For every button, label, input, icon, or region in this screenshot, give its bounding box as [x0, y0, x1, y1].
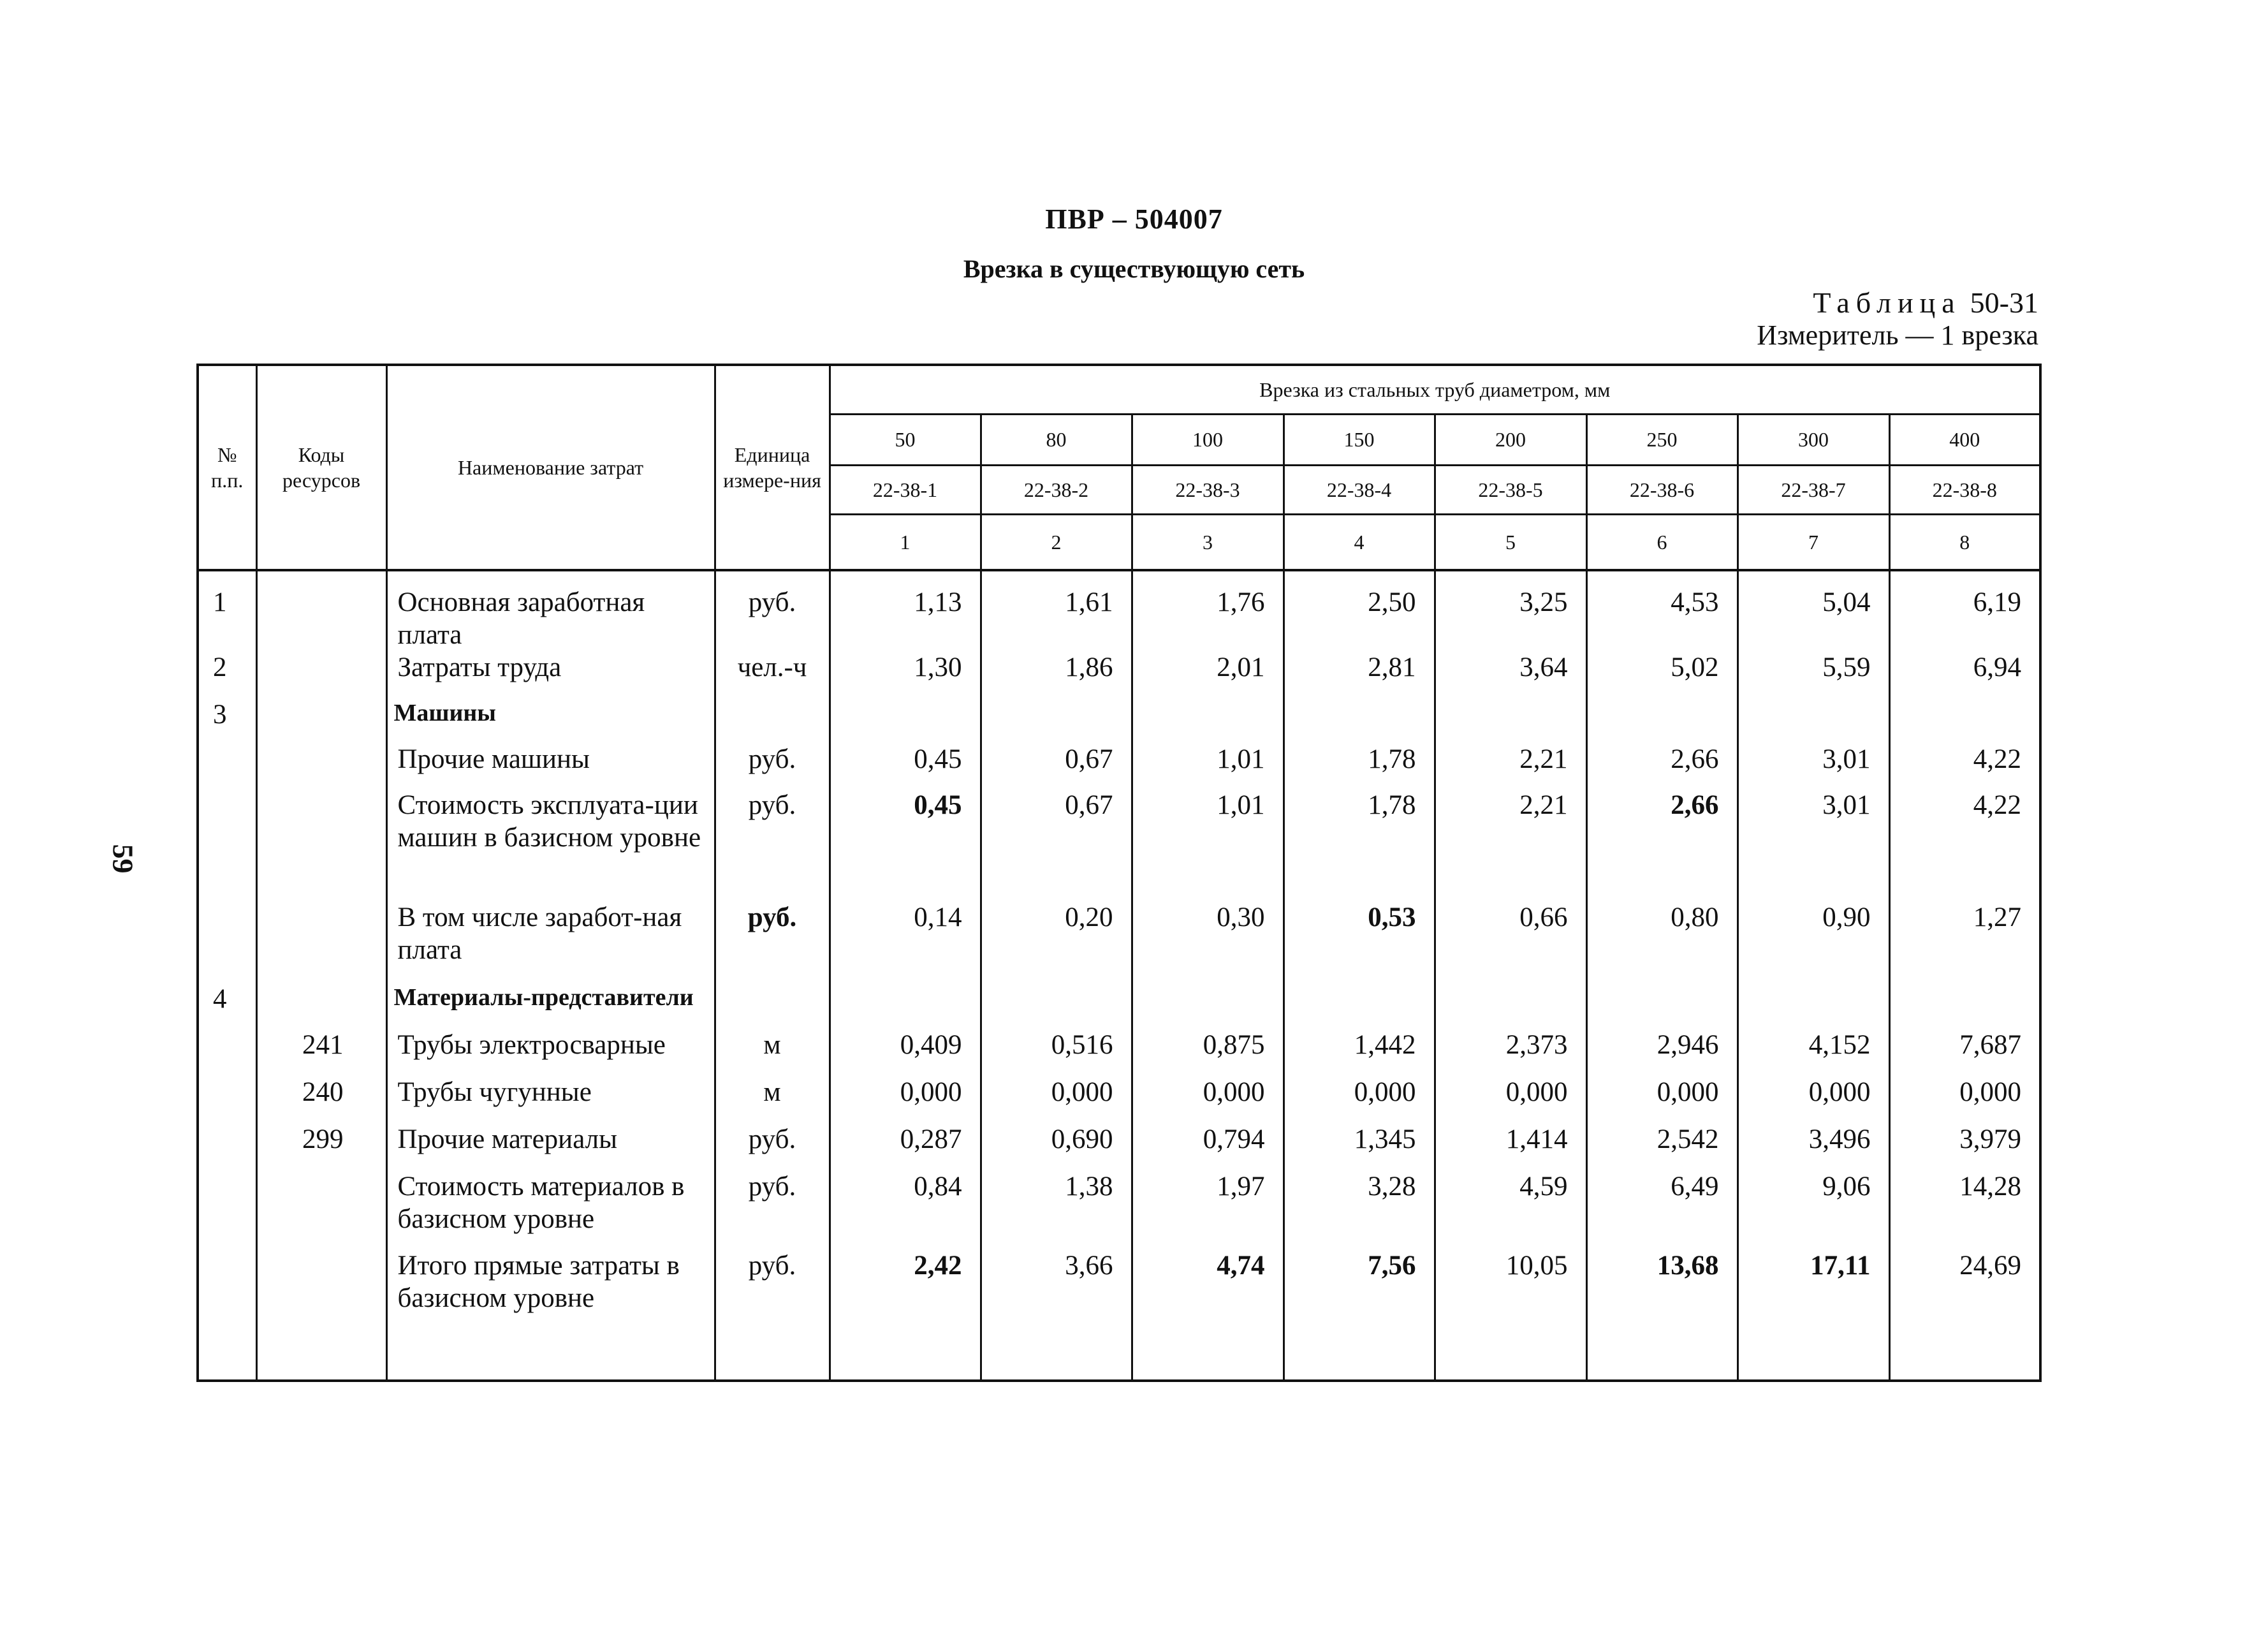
value-cell: 0,67 [981, 790, 1132, 902]
value-cell: 3,66 [981, 1250, 1132, 1364]
value-cell: 6,19 [1889, 570, 2040, 651]
value-cell: 5,59 [1738, 652, 1889, 699]
resource-code: 241 [256, 1029, 386, 1077]
header-index: 4 [1284, 515, 1435, 571]
document-title: Врезка в существующую сеть [963, 254, 1305, 283]
value-cell: 3,979 [1889, 1124, 2040, 1171]
value-cell [1586, 983, 1738, 1029]
value-cell: 0,45 [830, 790, 981, 902]
value-cell: 4,59 [1435, 1171, 1586, 1250]
value-cell: 1,78 [1284, 790, 1435, 902]
resource-code: 240 [256, 1077, 386, 1124]
value-cell [1889, 699, 2040, 744]
value-cell: 1,86 [981, 652, 1132, 699]
header-rate-code: 22-38-6 [1586, 465, 1738, 515]
resource-code [256, 983, 386, 1029]
value-cell: 0,000 [1586, 1077, 1738, 1124]
filler-cell [198, 1364, 256, 1381]
value-cell: 9,06 [1738, 1171, 1889, 1250]
row-number [198, 902, 256, 983]
value-cell: 1,38 [981, 1171, 1132, 1250]
value-cell: 0,30 [1132, 902, 1284, 983]
value-cell: 0,90 [1738, 902, 1889, 983]
value-cell: 2,66 [1586, 744, 1738, 790]
table-filler-row [198, 1364, 2040, 1381]
document-code: ПВР – 504007 [1045, 203, 1223, 235]
header-diameter: 150 [1284, 415, 1435, 466]
value-cell: 1,27 [1889, 902, 2040, 983]
header-codes: Коды ресурсов [256, 365, 386, 570]
row-number: 3 [198, 699, 256, 744]
value-cell: 2,66 [1586, 790, 1738, 902]
value-cell: 1,61 [981, 570, 1132, 651]
value-cell: 1,30 [830, 652, 981, 699]
resource-code [256, 570, 386, 651]
filler-cell [1586, 1364, 1738, 1381]
header-diameter: 80 [981, 415, 1132, 466]
value-cell: 4,152 [1738, 1029, 1889, 1077]
value-cell: 0,67 [981, 744, 1132, 790]
value-cell: 0,000 [1284, 1077, 1435, 1124]
header-diameter: 200 [1435, 415, 1586, 466]
value-cell: 4,53 [1586, 570, 1738, 651]
value-cell: 4,22 [1889, 744, 2040, 790]
page-number: 59 [106, 844, 140, 874]
value-cell [1435, 983, 1586, 1029]
table-label-word: Таблица [1813, 286, 1961, 319]
table-row [198, 983, 2040, 1029]
header-name: Наименование затрат [386, 365, 715, 570]
value-cell [830, 699, 981, 744]
header-diameter: 300 [1738, 415, 1889, 466]
row-number [198, 744, 256, 790]
value-cell: 2,21 [1435, 790, 1586, 902]
filler-cell [830, 1364, 981, 1381]
table-label [1813, 286, 2038, 320]
value-cell: 0,000 [1738, 1077, 1889, 1124]
value-cell: 1,01 [1132, 790, 1284, 902]
value-cell [1738, 699, 1889, 744]
cost-name: Стоимость эксплуата-ции машин в базисном уровне [386, 790, 715, 902]
filler-cell [715, 1364, 830, 1381]
value-cell: 1,78 [1284, 744, 1435, 790]
table-row [198, 790, 2040, 902]
unit-cell: чел.-ч [715, 652, 830, 699]
value-cell: 2,50 [1284, 570, 1435, 651]
row-number: 4 [198, 983, 256, 1029]
header-rate-code: 22-38-3 [1132, 465, 1284, 515]
value-cell: 0,80 [1586, 902, 1738, 983]
unit-cell: руб. [715, 1124, 830, 1171]
unit-cell: руб. [715, 570, 830, 651]
table-row [198, 902, 2040, 983]
row-number: 1 [198, 570, 256, 651]
value-cell: 6,49 [1586, 1171, 1738, 1250]
value-cell: 2,81 [1284, 652, 1435, 699]
header-index: 5 [1435, 515, 1586, 571]
table-row [198, 1171, 2040, 1250]
value-cell: 2,42 [830, 1250, 981, 1364]
cost-name: Затраты труда [386, 652, 715, 699]
filler-cell [1738, 1364, 1889, 1381]
header-rate-code: 22-38-1 [830, 465, 981, 515]
value-cell [1889, 983, 2040, 1029]
value-cell: 4,22 [1889, 790, 2040, 902]
value-cell: 0,287 [830, 1124, 981, 1171]
header-diameter: 100 [1132, 415, 1284, 466]
unit-cell: руб. [715, 1171, 830, 1250]
resource-code [256, 1171, 386, 1250]
value-cell: 1,345 [1284, 1124, 1435, 1171]
row-number [198, 1250, 256, 1364]
value-cell: 7,687 [1889, 1029, 2040, 1077]
row-number [198, 1077, 256, 1124]
value-cell: 2,01 [1132, 652, 1284, 699]
unit-cell: руб. [715, 790, 830, 902]
unit-cell: руб. [715, 1250, 830, 1364]
value-cell [1284, 699, 1435, 744]
value-cell: 0,84 [830, 1171, 981, 1250]
value-cell: 1,97 [1132, 1171, 1284, 1250]
value-cell [981, 983, 1132, 1029]
value-cell: 3,01 [1738, 790, 1889, 902]
value-cell: 1,76 [1132, 570, 1284, 651]
table-body [198, 570, 2040, 1381]
value-cell: 0,000 [981, 1077, 1132, 1124]
value-cell: 2,373 [1435, 1029, 1586, 1077]
cost-name: Трубы чугунные [386, 1077, 715, 1124]
unit-cell: м [715, 1029, 830, 1077]
table-row [198, 652, 2040, 699]
value-cell: 0,000 [1435, 1077, 1586, 1124]
value-cell: 2,21 [1435, 744, 1586, 790]
value-cell: 0,409 [830, 1029, 981, 1077]
value-cell: 0,690 [981, 1124, 1132, 1171]
value-cell: 1,414 [1435, 1124, 1586, 1171]
header-index: 6 [1586, 515, 1738, 571]
unit-cell: м [715, 1077, 830, 1124]
table-label-number: 50-31 [1970, 286, 2038, 319]
section-heading: Материалы-представители [386, 983, 715, 1029]
filler-cell [1889, 1364, 2040, 1381]
cost-table [196, 364, 2042, 1382]
value-cell: 0,875 [1132, 1029, 1284, 1077]
value-cell: 3,64 [1435, 652, 1586, 699]
value-cell: 0,53 [1284, 902, 1435, 983]
value-cell: 3,25 [1435, 570, 1586, 651]
value-cell: 13,68 [1586, 1250, 1738, 1364]
header-diameter: 50 [830, 415, 981, 466]
filler-cell [1435, 1364, 1586, 1381]
resource-code [256, 902, 386, 983]
header-num: № п.п. [198, 365, 256, 570]
resource-code [256, 1250, 386, 1364]
cost-name: Стоимость материалов в базисном уровне [386, 1171, 715, 1250]
row-number [198, 790, 256, 902]
value-cell [981, 699, 1132, 744]
header-index: 1 [830, 515, 981, 571]
value-cell: 1,13 [830, 570, 981, 651]
value-cell: 3,01 [1738, 744, 1889, 790]
unit-cell [715, 699, 830, 744]
filler-cell [1132, 1364, 1284, 1381]
value-cell [1284, 983, 1435, 1029]
header-group: Врезка из стальных труб диаметром, мм [830, 365, 2040, 415]
resource-code [256, 652, 386, 699]
unit-cell [715, 983, 830, 1029]
header-rate-code: 22-38-8 [1889, 465, 2040, 515]
resource-code [256, 744, 386, 790]
value-cell: 0,000 [1132, 1077, 1284, 1124]
cost-name: Трубы электросварные [386, 1029, 715, 1077]
filler-cell [386, 1364, 715, 1381]
value-cell: 24,69 [1889, 1250, 2040, 1364]
row-number: 2 [198, 652, 256, 699]
unit-cell: руб. [715, 744, 830, 790]
value-cell [1132, 983, 1284, 1029]
value-cell: 0,45 [830, 744, 981, 790]
value-cell: 1,442 [1284, 1029, 1435, 1077]
row-number [198, 1124, 256, 1171]
value-cell: 17,11 [1738, 1250, 1889, 1364]
resource-code: 299 [256, 1124, 386, 1171]
cost-name: Прочие машины [386, 744, 715, 790]
value-cell [1738, 983, 1889, 1029]
table-row [198, 744, 2040, 790]
table-row [198, 1029, 2040, 1077]
value-cell: 6,94 [1889, 652, 2040, 699]
value-cell: 0,000 [1889, 1077, 2040, 1124]
unit-cell: руб. [715, 902, 830, 983]
table-row [198, 1250, 2040, 1364]
value-cell: 2,542 [1586, 1124, 1738, 1171]
header-rate-code: 22-38-7 [1738, 465, 1889, 515]
value-cell: 0,66 [1435, 902, 1586, 983]
cost-name: В том числе заработ-ная плата [386, 902, 715, 983]
value-cell [1435, 699, 1586, 744]
value-cell: 3,28 [1284, 1171, 1435, 1250]
table-row [198, 1124, 2040, 1171]
value-cell: 7,56 [1284, 1250, 1435, 1364]
resource-code [256, 699, 386, 744]
header-index: 7 [1738, 515, 1889, 571]
value-cell: 0,000 [830, 1077, 981, 1124]
value-cell: 5,04 [1738, 570, 1889, 651]
value-cell: 0,516 [981, 1029, 1132, 1077]
resource-code [256, 790, 386, 902]
filler-cell [1284, 1364, 1435, 1381]
cost-name: Прочие материалы [386, 1124, 715, 1171]
value-cell: 2,946 [1586, 1029, 1738, 1077]
header-rate-code: 22-38-4 [1284, 465, 1435, 515]
value-cell: 0,20 [981, 902, 1132, 983]
header-index: 3 [1132, 515, 1284, 571]
filler-cell [256, 1364, 386, 1381]
row-number [198, 1029, 256, 1077]
value-cell: 14,28 [1889, 1171, 2040, 1250]
table-row [198, 1077, 2040, 1124]
table-header [198, 365, 2040, 570]
header-index: 8 [1889, 515, 2040, 571]
row-number [198, 1171, 256, 1250]
value-cell: 10,05 [1435, 1250, 1586, 1364]
cost-name: Основная заработная плата [386, 570, 715, 651]
value-cell [1132, 699, 1284, 744]
header-rate-code: 22-38-5 [1435, 465, 1586, 515]
value-cell: 3,496 [1738, 1124, 1889, 1171]
table-measure: Измеритель — 1 врезка [1757, 320, 2038, 351]
table-row [198, 699, 2040, 744]
filler-cell [981, 1364, 1132, 1381]
value-cell: 0,794 [1132, 1124, 1284, 1171]
header-unit: Единица измере-ния [715, 365, 830, 570]
value-cell: 4,74 [1132, 1250, 1284, 1364]
value-cell: 1,01 [1132, 744, 1284, 790]
value-cell [1586, 699, 1738, 744]
header-diameter: 400 [1889, 415, 2040, 466]
header-diameter: 250 [1586, 415, 1738, 466]
value-cell [830, 983, 981, 1029]
header-rate-code: 22-38-2 [981, 465, 1132, 515]
cost-name: Итого прямые затраты в базисном уровне [386, 1250, 715, 1364]
header-index: 2 [981, 515, 1132, 571]
value-cell: 5,02 [1586, 652, 1738, 699]
value-cell: 0,14 [830, 902, 981, 983]
section-heading: Машины [386, 699, 715, 744]
table-row [198, 570, 2040, 651]
